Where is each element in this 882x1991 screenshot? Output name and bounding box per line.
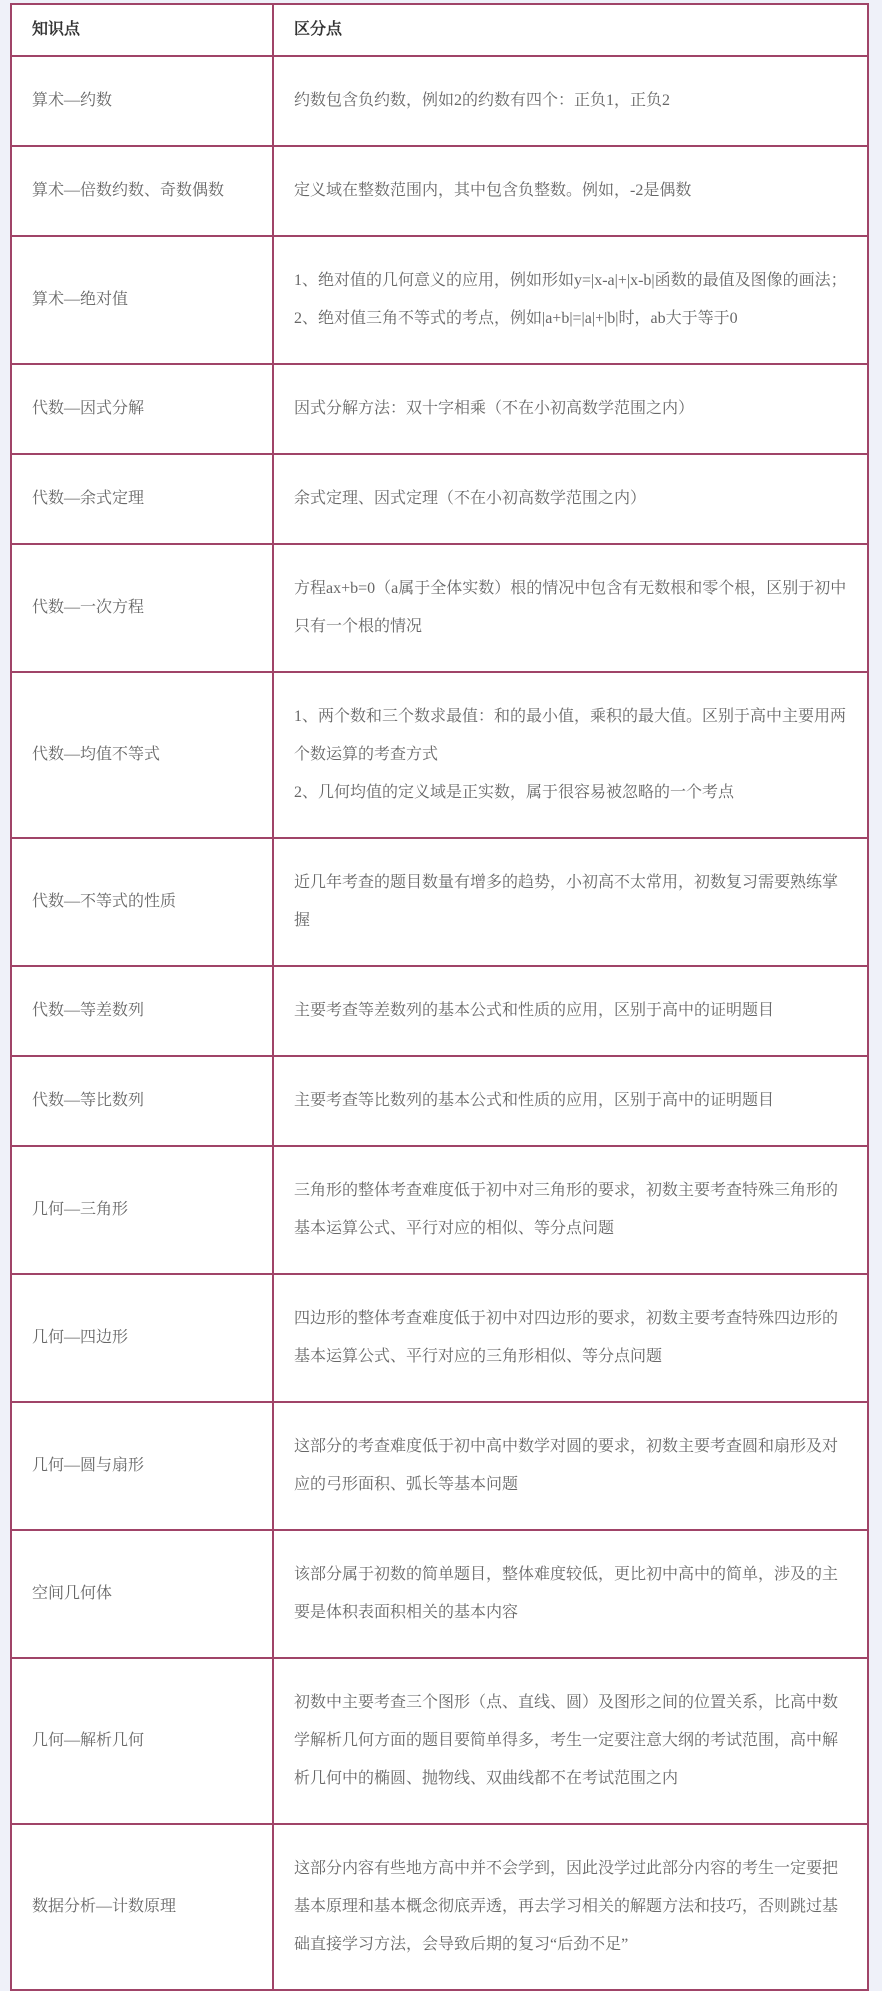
table-row [11, 236, 868, 364]
distinction-paragraph: 初数中主要考查三个图形（点、直线、圆）及图形之间的位置关系，比高中数学解析几何方面的题目要简单得多，考生一定要注意大纲的考试范围，高中解析几何中的椭圆、抛物线、双曲线都不在考试范围之内 [294, 1694, 839, 1787]
topic-cell: 代数—因式分解 [11, 364, 273, 454]
topic-cell: 算术—绝对值 [11, 236, 273, 364]
topic-cell: 算术—约数 [11, 56, 273, 146]
distinction-paragraph: 2、绝对值三角不等式的考点，例如|a+b|=|a|+|b|时，ab大于等于0 [294, 310, 738, 327]
distinction-cell [273, 364, 868, 454]
table-row [11, 672, 868, 838]
table-row [11, 454, 868, 544]
topic-cell: 代数—余式定理 [11, 454, 273, 544]
topic-cell: 代数—等差数列 [11, 966, 273, 1056]
distinction-paragraph: 主要考查等差数列的基本公式和性质的应用，区别于高中的证明题目 [294, 1002, 775, 1019]
table-row [11, 56, 868, 146]
header-topic: 知识点 [11, 4, 273, 56]
distinction-cell [273, 672, 868, 838]
distinction-paragraph: 四边形的整体考查难度低于初中对四边形的要求，初数主要考查特殊四边形的基本运算公式、平行对应的三角形相似、等分点问题 [294, 1310, 839, 1365]
topic-cell: 空间几何体 [11, 1530, 273, 1658]
distinction-cell [273, 1824, 868, 1990]
table-row [11, 966, 868, 1056]
table-row [11, 838, 868, 966]
header-row [11, 4, 868, 56]
distinction-cell [273, 454, 868, 544]
distinction-cell [273, 544, 868, 672]
distinction-cell [273, 236, 868, 364]
distinction-cell [273, 838, 868, 966]
distinction-paragraph: 因式分解方法：双十字相乘（不在小初高数学范围之内） [294, 400, 695, 417]
distinction-paragraph: 1、两个数和三个数求最值：和的最小值，乘积的最大值。区别于高中主要用两个数运算的考查方式 [294, 708, 847, 763]
table-row [11, 1824, 868, 1990]
table-row [11, 364, 868, 454]
distinction-paragraph: 这部分内容有些地方高中并不会学到，因此没学过此部分内容的考生一定要把基本原理和基本概念彻底弄透，再去学习相关的解题方法和技巧，否则跳过基础直接学习方法，会导致后期的复习“后劲不足” [294, 1860, 839, 1953]
topic-cell: 数据分析—计数原理 [11, 1824, 273, 1990]
topic-cell: 算术—倍数约数、奇数偶数 [11, 146, 273, 236]
distinction-paragraph: 主要考查等比数列的基本公式和性质的应用，区别于高中的证明题目 [294, 1092, 775, 1109]
distinction-cell [273, 56, 868, 146]
table-body [11, 56, 868, 1990]
topic-cell: 几何—圆与扇形 [11, 1402, 273, 1530]
distinction-cell [273, 1274, 868, 1402]
distinction-paragraph: 方程ax+b=0（a属于全体实数）根的情况中包含有无数根和零个根，区别于初中只有一个根的情况 [294, 580, 847, 635]
table-row [11, 1146, 868, 1274]
table-row [11, 1530, 868, 1658]
distinction-paragraph: 近几年考查的题目数量有增多的趋势，小初高不太常用，初数复习需要熟练掌握 [294, 874, 839, 929]
topic-cell: 几何—解析几何 [11, 1658, 273, 1824]
table-row [11, 544, 868, 672]
distinction-paragraph: 2、几何均值的定义域是正实数，属于很容易被忽略的一个考点 [294, 784, 735, 801]
topic-cell: 代数—等比数列 [11, 1056, 273, 1146]
distinction-cell [273, 1402, 868, 1530]
table-row [11, 146, 868, 236]
distinction-cell [273, 1530, 868, 1658]
table-row [11, 1274, 868, 1402]
table-row [11, 1658, 868, 1824]
distinction-cell [273, 966, 868, 1056]
distinction-paragraph: 1、绝对值的几何意义的应用，例如形如y=|x-a|+|x-b|函数的最值及图像的画法； [294, 272, 847, 289]
distinction-paragraph: 约数包含负约数，例如2的约数有四个：正负1，正负2 [294, 92, 671, 109]
distinction-paragraph: 三角形的整体考查难度低于初中对三角形的要求，初数主要考查特殊三角形的基本运算公式、平行对应的相似、等分点问题 [294, 1182, 839, 1237]
distinction-paragraph: 这部分的考查难度低于初中高中数学对圆的要求，初数主要考查圆和扇形及对应的弓形面积、弧长等基本问题 [294, 1438, 839, 1493]
distinction-cell [273, 1056, 868, 1146]
distinction-paragraph: 该部分属于初数的简单题目，整体难度较低，更比初中高中的简单，涉及的主要是体积表面积相关的基本内容 [294, 1566, 839, 1621]
topic-cell: 代数—均值不等式 [11, 672, 273, 838]
topic-cell: 代数—一次方程 [11, 544, 273, 672]
topic-cell: 代数—不等式的性质 [11, 838, 273, 966]
topic-cell: 几何—四边形 [11, 1274, 273, 1402]
distinction-paragraph: 定义域在整数范围内，其中包含负整数。例如，-2是偶数 [294, 182, 692, 199]
table-row [11, 1402, 868, 1530]
table-row [11, 1056, 868, 1146]
distinction-cell [273, 1658, 868, 1824]
knowledge-table [10, 3, 869, 1991]
distinction-cell [273, 146, 868, 236]
header-distinction: 区分点 [273, 4, 868, 56]
distinction-paragraph: 余式定理、因式定理（不在小初高数学范围之内） [294, 490, 647, 507]
distinction-cell [273, 1146, 868, 1274]
topic-cell: 几何—三角形 [11, 1146, 273, 1274]
